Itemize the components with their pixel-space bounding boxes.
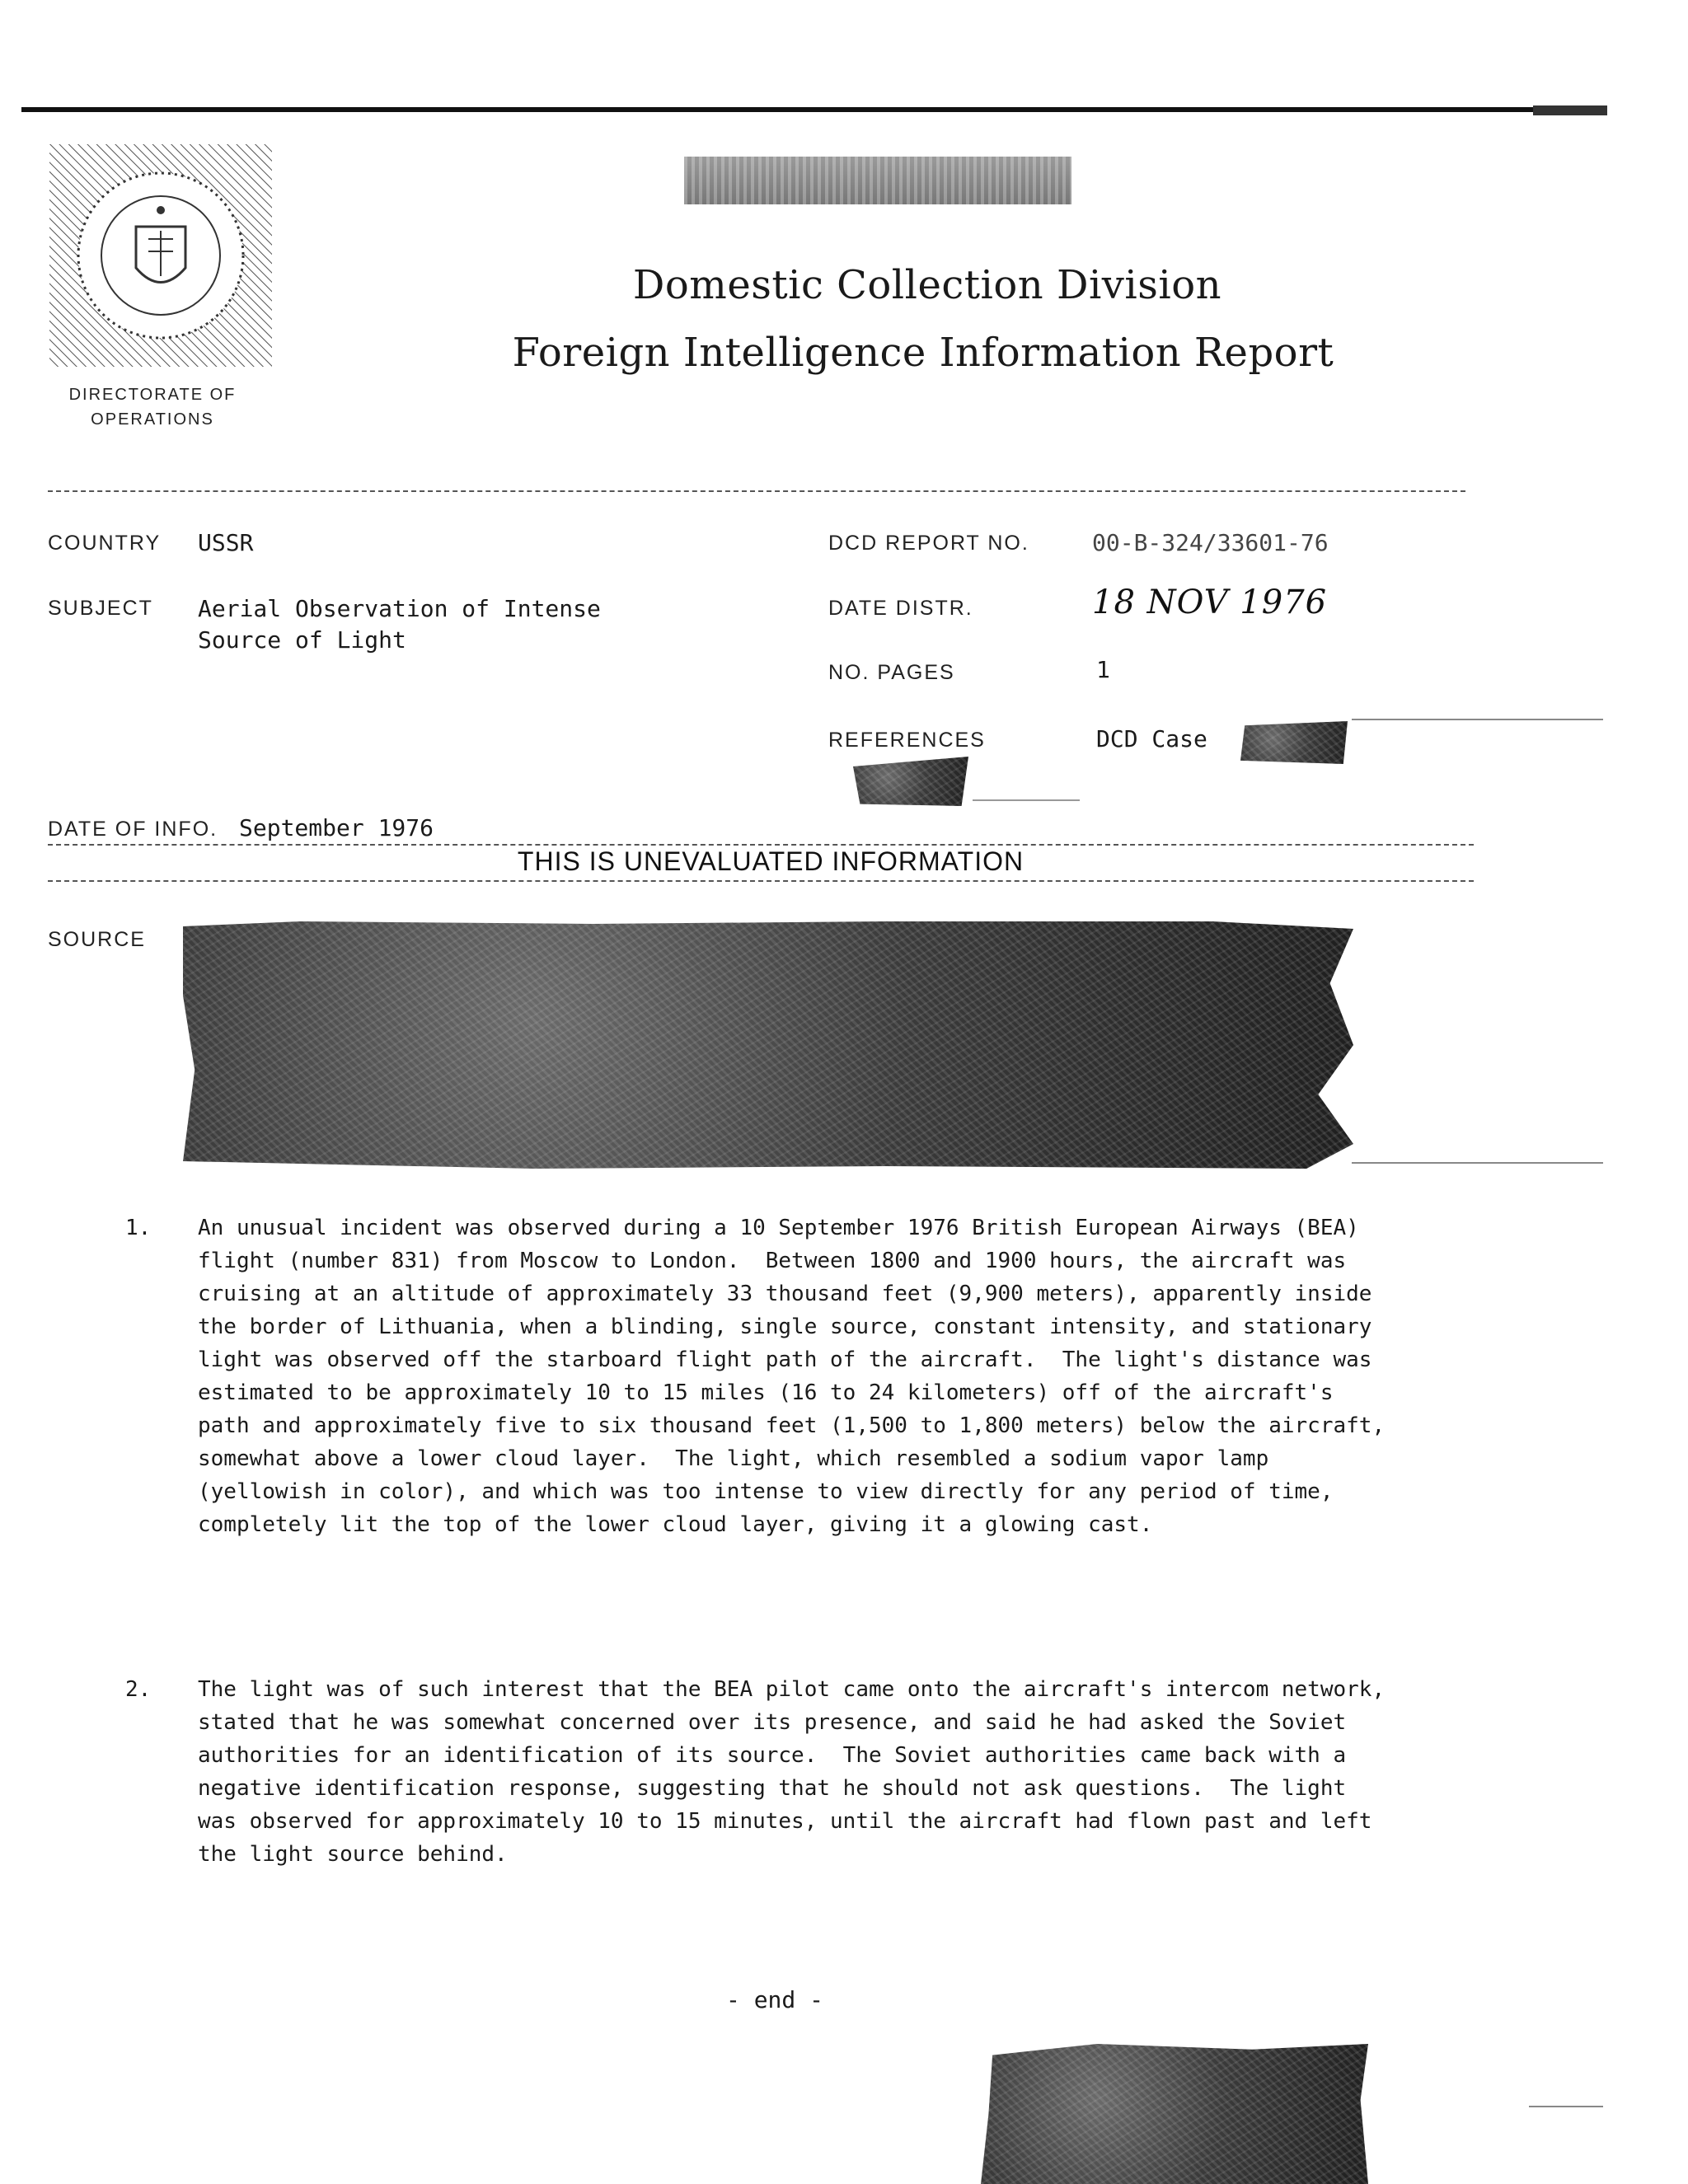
paragraph-1-number: 1. [125, 1216, 152, 1240]
report-no-label: DCD REPORT NO. [828, 532, 1029, 555]
no-pages-value: 1 [1096, 656, 1110, 683]
bottom-margin-mark [1529, 2106, 1603, 2107]
country-value: USSR [198, 529, 254, 556]
paragraph-1-text: An unusual incident was observed during a 10 September 1976 British European Airways (BEA) flight (number 831) from Moscow to London. Between 1800 and 1900 hours, the aircraft was cruising at an altitude of approximately 33 thousand feet (9,900 meters), apparently inside the border of Lithuania, when a blinding, single source, constant intensity, and stationary light was observed off the starboard flight path of the aircraft. The light's distance was estimated to be approximately 10 to 15 miles (16 to 24 kilometers) off of the aircraft's path and approximately five to six thousand feet (1,500 to 1,800 meters) below the aircraft, somewhat above a lower cloud layer. The light, which resembled a sodium vapor lamp (yellowish in color), and which was too intense to view directly for any period of time, completely lit the top of the lower cloud layer, giving it a glowing cast. [198, 1216, 1398, 1537]
info-separator-bottom [48, 880, 1474, 882]
top-rule-end-mark [1533, 105, 1607, 115]
top-rule [21, 107, 1604, 112]
redaction-block-top [684, 157, 1071, 204]
redaction-block-bottom [981, 2044, 1368, 2184]
report-no-value: 00-B-324/33601-76 [1092, 529, 1329, 556]
references-label: REFERENCES [828, 729, 986, 752]
header-separator [48, 490, 1465, 492]
paragraph-2-number: 2. [125, 1677, 152, 1702]
no-pages-label: NO. PAGES [828, 661, 955, 684]
date-distr-label: DATE DISTR. [828, 597, 973, 620]
references-value: DCD Case [1096, 725, 1207, 752]
date-of-info-value: September 1976 [239, 814, 434, 841]
agency-seal-icon [49, 144, 272, 367]
redaction-source [183, 921, 1353, 1169]
references-underline [973, 799, 1080, 801]
date-of-info-label: DATE OF INFO. [48, 818, 218, 841]
subject-label: SUBJECT [48, 597, 153, 620]
redaction-reference [853, 757, 968, 806]
paragraph-2-text: The light was of such interest that the BEA pilot came onto the aircraft's intercom network, stated that he was somewhat concerned over its presence, and said he had asked the Soviet authorities for an identification of its source. The Soviet authorities came back with a negative identification response, suggesting that he should not ask questions. The light was observed for approximately 10 to 15 minutes, until the aircraft had flown past and left the light source behind. [198, 1677, 1398, 1867]
date-distr-stamp: 18 NOV 1976 [1092, 583, 1328, 621]
references-rule [1352, 719, 1603, 720]
subject-value-line1: Aerial Observation of Intense [198, 595, 601, 622]
source-label: SOURCE [48, 928, 146, 951]
redaction-case-number [1240, 721, 1348, 764]
seal-caption-line1: DIRECTORATE OF [68, 386, 237, 404]
country-label: COUNTRY [48, 532, 162, 555]
source-rule [1352, 1162, 1603, 1164]
subject-value-line2: Source of Light [198, 626, 406, 654]
end-marker: - end - [725, 1986, 823, 2013]
info-separator-top [48, 844, 1474, 846]
division-heading: Domestic Collection Division [632, 262, 1222, 308]
seal-caption-line2: OPERATIONS [91, 410, 214, 429]
unevaluated-banner: THIS IS UNEVALUATED INFORMATION [517, 846, 1025, 876]
report-type-heading: Foreign Intelligence Information Report [512, 330, 1334, 376]
